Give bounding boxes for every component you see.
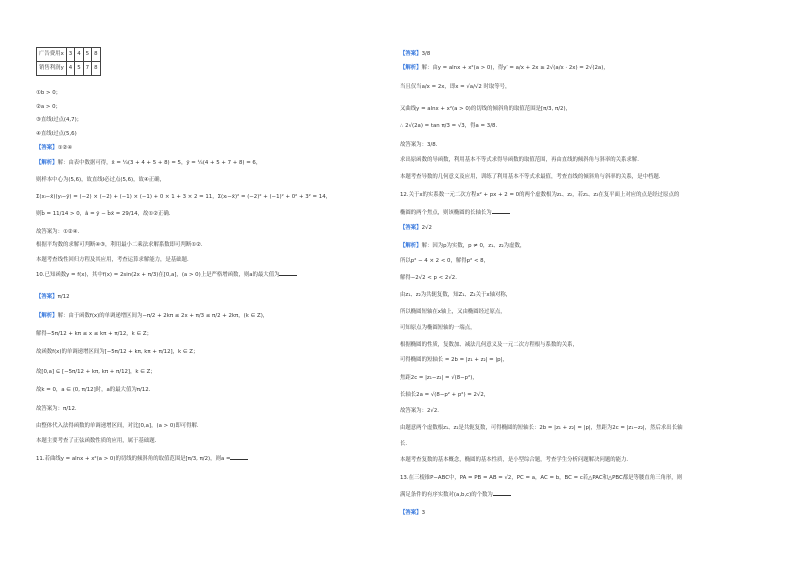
line-text: 本题主要考查了正弦函数性质的应用，属于基础题． xyxy=(36,438,160,444)
line-text: 满足条件的有序实数对(a,b,c)的个数为 xyxy=(400,492,493,498)
right-line xyxy=(400,275,461,282)
left-line xyxy=(36,131,77,138)
right-line xyxy=(400,174,664,181)
line-text: 11.若曲线y = alnx + x²(a > 0)的切线的倾斜角的取值范围是[π/3, π/2)，则a = xyxy=(36,456,231,462)
left-line xyxy=(36,313,268,320)
right-line xyxy=(400,84,510,91)
line-text: 解：由于函数f(x)的单调递增区间为−π/2 + 2kπ ≤ 2x + π/3 ≤ π/2 + 2kπ，(k ∈ Z)， xyxy=(57,313,269,319)
left-line xyxy=(36,349,198,356)
table-cell: 8 xyxy=(92,48,100,62)
line-text: 解：由表中数据可得，x̄ = ¼(3 + 4 + 5 + 8) = 5，ȳ = ¼(4 + 5 + 7 + 8) = 6， xyxy=(57,160,262,166)
line-text: 可得椭圆的短轴长 = 2b = |z₁ + z₂| = |p|， xyxy=(400,357,508,363)
line-text: 13.在三棱锥P−ABC中，PA = PB = AB = √2，PC = a，AC = b，BC = c若△PAC和△PBC都是等腰直角三角形，则 xyxy=(400,475,683,481)
line-text: 3/8 xyxy=(421,51,431,57)
table-row xyxy=(37,62,101,76)
line-text: 10.已知函数y = f(x)，其中f(x) = 2sin(2x + π/3)在[0,a]，(a > 0)上是严格增函数，则a的最大值为 xyxy=(36,272,280,278)
line-text: 则样本中心为(5,6)，故直线l必过点(5,6)，故④正确， xyxy=(36,177,165,183)
line-text: 解得−2√2 < p < 2√2． xyxy=(400,275,461,281)
right-line xyxy=(400,392,489,399)
left-line xyxy=(36,229,83,236)
left-line xyxy=(36,406,80,413)
left-line xyxy=(36,271,297,279)
right-line xyxy=(400,123,501,130)
section-tag: 【答案】 xyxy=(400,510,422,516)
answer-blank xyxy=(493,491,511,496)
answer-blank xyxy=(230,455,248,460)
section-tag: 【解析】 xyxy=(36,160,58,166)
line-text: 由题意两个虚数根z₁、z₂是共轭复数，可得椭圆的短轴长：2b = |z₁ + z₂| = |p|，焦距为2c = |z₁−z₂|，然后求出长轴 xyxy=(400,425,683,431)
table-cell: 7 xyxy=(83,62,91,76)
table-row-label: 销售利润y xyxy=(37,62,67,76)
line-text: 当且仅当a/x = 2x，即x = √a/√2 时取等号， xyxy=(400,84,511,90)
right-line xyxy=(400,510,425,517)
left-line xyxy=(36,90,61,97)
right-line xyxy=(400,243,525,250)
line-text: π/12 xyxy=(57,294,70,300)
section-tag: 【解析】 xyxy=(36,313,58,319)
line-text: 故答案为：2√2． xyxy=(400,408,443,414)
left-line xyxy=(36,104,61,111)
table-row-label: 广告费用x xyxy=(37,48,67,62)
line-text: 故答案为：π/12． xyxy=(36,406,81,412)
right-line xyxy=(400,475,682,482)
left-line xyxy=(36,160,261,167)
table-row xyxy=(37,48,101,62)
line-text: 根据椭圆的性质，复数加、减法几何意义及一元二次方程根与系数的关系， xyxy=(400,342,578,348)
line-text: 故答案为：3/8． xyxy=(400,142,442,148)
right-line xyxy=(400,457,632,464)
table-cell: 5 xyxy=(75,62,83,76)
line-text: 由z₁、z₂为共轭复数，知Z₁、Z₂关于x轴对称， xyxy=(400,292,512,298)
line-text: ①b > 0； xyxy=(36,90,62,96)
line-text: 焦距2c = |z₁−z₂| = √(8−p²)， xyxy=(400,375,478,381)
left-line xyxy=(36,257,192,264)
line-text: ④直线l过点(5,6) xyxy=(36,131,77,137)
right-line xyxy=(400,309,506,316)
section-tag: 【答案】 xyxy=(36,294,58,300)
section-tag: 【解析】 xyxy=(400,65,422,71)
right-line xyxy=(400,425,682,432)
right-line xyxy=(400,209,510,217)
line-text: 所以p² − 4 × 2 < 0，解得p² < 8， xyxy=(400,258,490,264)
right-line xyxy=(400,292,511,299)
line-text: 故[0,a] ⊆ [−5π/12 + kπ, kπ + π/12]，k ∈ Z； xyxy=(36,369,156,375)
table-cell: 3 xyxy=(66,48,74,62)
right-line xyxy=(400,408,443,415)
line-text: 求出原函数的导函数，利用基本不等式求得导函数的取值范围，再由直线的倾斜角与斜率的关系求解． xyxy=(400,157,643,163)
right-line xyxy=(400,51,430,58)
line-text: ∴ 2√(2a) = tan π/3 = √3，得a = 3/8． xyxy=(400,123,501,129)
line-text: 长． xyxy=(400,441,411,447)
line-text: 解得−5π/12 + kπ ≤ x ≤ kπ + π/12，k ∈ Z； xyxy=(36,331,152,337)
line-text: 则b̂ = 11/14 > 0，â = ȳ − b̂x̄ = 29/14，故①②正确． xyxy=(36,211,175,217)
line-text: Σ(xᵢ−x̄)(yᵢ−ȳ) = (−2) × (−2) + (−1) × (−1) + 0 × 1 + 3 × 2 = 11，Σ(xᵢ−x̄)² = (−2)² + (−1)² + 0² + 3² = 14， xyxy=(36,194,332,200)
table-cell: 5 xyxy=(83,48,91,62)
line-text: 2√2 xyxy=(421,225,432,231)
line-text: ③直线l过点(4,7)； xyxy=(36,117,83,123)
right-line xyxy=(400,375,478,382)
left-line xyxy=(36,177,165,184)
line-text: 故答案为：①②④． xyxy=(36,229,83,235)
right-line xyxy=(400,258,489,265)
line-text: 长轴长2a = √(8−p² + p²) = 2√2， xyxy=(400,392,490,398)
line-text: 又曲线y = alnx + x²(a > 0)的切线的倾斜角的取值范围是[π/3, π/2)， xyxy=(400,106,571,112)
line-text: 可知原点为椭圆短轴的一端点， xyxy=(400,325,476,331)
line-text: 由整体代入法得函数的单调递增区间，对比[0,a]，(a > 0)即可得解． xyxy=(36,423,203,429)
line-text: 椭圆的两个焦点，则该椭圆的长轴长为 xyxy=(400,210,492,216)
line-text: 解：由y = alnx + x²(a > 0)，得y′ = a/x + 2x ≥ 2√(a/x · 2x) = 2√(2a)， xyxy=(421,65,609,71)
line-text: 所以椭圆短轴在x轴上，又由椭圆经过原点， xyxy=(400,309,506,315)
line-text: 3 xyxy=(421,510,426,516)
right-line xyxy=(400,225,432,232)
left-line xyxy=(36,438,160,445)
right-line xyxy=(400,192,679,199)
right-line xyxy=(400,325,475,332)
section-tag: 【答案】 xyxy=(400,51,422,57)
left-line xyxy=(36,145,72,152)
line-text: 本题考查导数的几何意义及应用，训练了利用基本不等式求最值，考查直线的倾斜角与斜率的关系，是中档题． xyxy=(400,174,665,180)
right-line xyxy=(400,342,578,349)
line-text: 本题考查线性回归方程及其应用，考查运算求解能力，是基础题． xyxy=(36,257,193,263)
right-line xyxy=(400,491,511,499)
table-cell: 4 xyxy=(75,48,83,62)
left-line xyxy=(36,455,248,463)
line-text: 故函数f(x)的单调递增区间为[−5π/12 + kπ, kπ + π/12]，k ∈ Z； xyxy=(36,349,199,355)
line-text: 根据平均数的求解可判断④③，利用最小二乘法求解系数即可判断①②． xyxy=(36,242,207,248)
right-line xyxy=(400,441,411,448)
line-text: ②a > 0； xyxy=(36,104,61,110)
left-line xyxy=(36,331,152,338)
line-text: 12.关于x的实系数一元二次方程x² + px + 2 = 0的两个虚数根为z₁、z₂，若z₁、z₂在复平面上对应的点是经过原点的 xyxy=(400,192,680,198)
right-line xyxy=(400,157,643,164)
left-line xyxy=(36,294,70,301)
left-line xyxy=(36,117,82,124)
line-text: 故k = 0，a ∈ (0, π/12]时，a的最大值为π/12． xyxy=(36,387,155,393)
right-line xyxy=(400,142,441,149)
section-tag: 【答案】 xyxy=(36,145,58,151)
data-table xyxy=(36,47,101,76)
line-text: 本题考查复数的基本概念，椭圆的基本性质，是小型综合题，考查学生分析问题解决问题的能力． xyxy=(400,457,632,463)
section-tag: 【答案】 xyxy=(400,225,422,231)
line-text: ①②④ xyxy=(57,145,73,151)
left-line xyxy=(36,242,206,249)
right-line xyxy=(400,357,508,364)
right-line xyxy=(400,65,609,72)
left-line xyxy=(36,211,174,218)
left-line xyxy=(36,387,154,394)
answer-blank xyxy=(492,209,510,214)
section-tag: 【解析】 xyxy=(400,243,422,249)
left-line xyxy=(36,423,202,430)
left-line xyxy=(36,369,156,376)
answer-blank xyxy=(279,271,297,276)
table-cell: 4 xyxy=(66,62,74,76)
left-line xyxy=(36,194,331,201)
table-cell: 8 xyxy=(92,62,100,76)
right-line xyxy=(400,106,571,113)
line-text: 解：因为p为实数，p ≠ 0，z₁、z₂为虚数， xyxy=(421,243,526,249)
